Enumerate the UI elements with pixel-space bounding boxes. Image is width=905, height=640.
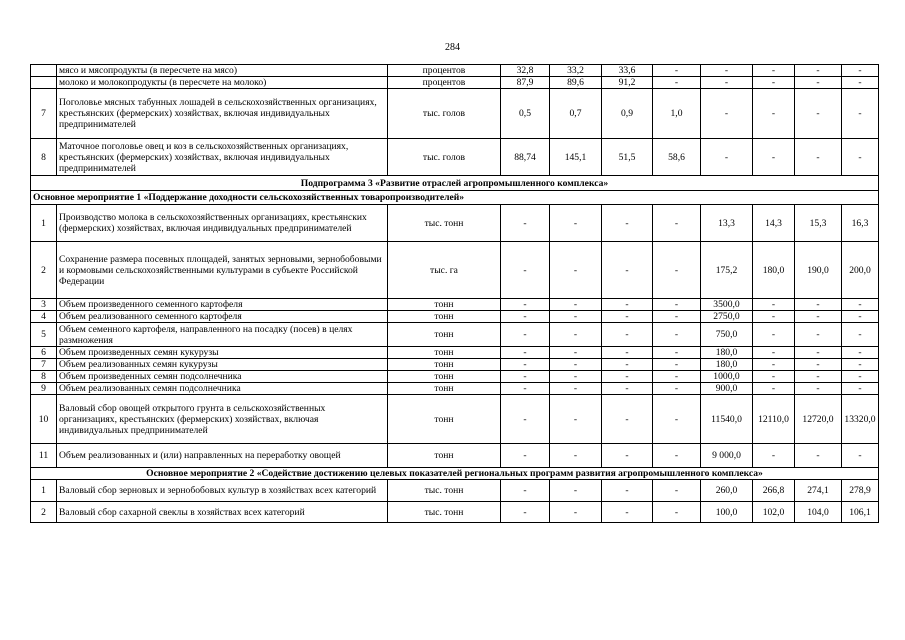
- value-cell: -: [753, 311, 795, 323]
- unit: тыс. га: [388, 242, 501, 299]
- unit: тонн: [388, 347, 501, 359]
- table-row: [31, 311, 879, 323]
- row-number: 2: [31, 242, 57, 299]
- value-cell: 145,1: [550, 139, 602, 176]
- table-row: [31, 205, 879, 242]
- unit: тонн: [388, 371, 501, 383]
- value-cell: -: [501, 323, 550, 347]
- value-cell: -: [550, 480, 602, 502]
- indicator-name: молоко и молокопродукты (в пересчете на молоко): [57, 77, 388, 89]
- value-cell: -: [842, 347, 879, 359]
- value-cell: -: [753, 139, 795, 176]
- value-cell: -: [501, 502, 550, 523]
- value-cell: -: [501, 359, 550, 371]
- value-cell: -: [842, 139, 879, 176]
- value-cell: 180,0: [753, 242, 795, 299]
- value-cell: -: [795, 323, 842, 347]
- value-cell: 15,3: [795, 205, 842, 242]
- value-cell: -: [842, 359, 879, 371]
- value-cell: 180,0: [701, 347, 753, 359]
- unit: тонн: [388, 311, 501, 323]
- value-cell: -: [795, 311, 842, 323]
- value-cell: 175,2: [701, 242, 753, 299]
- value-cell: 102,0: [753, 502, 795, 523]
- value-cell: -: [653, 299, 701, 311]
- value-cell: 11540,0: [701, 395, 753, 444]
- indicator-name: Объем реализованного семенного картофеля: [57, 311, 388, 323]
- value-cell: -: [842, 311, 879, 323]
- value-cell: -: [550, 299, 602, 311]
- value-cell: -: [550, 311, 602, 323]
- table-row: [31, 65, 879, 77]
- value-cell: 14,3: [753, 205, 795, 242]
- value-cell: -: [501, 242, 550, 299]
- value-cell: -: [602, 299, 653, 311]
- value-cell: 190,0: [795, 242, 842, 299]
- unit: тыс. голов: [388, 139, 501, 176]
- value-cell: -: [795, 89, 842, 139]
- unit: тонн: [388, 359, 501, 371]
- value-cell: -: [795, 347, 842, 359]
- indicator-name: Объем реализованных и (или) направленных на переработку овощей: [57, 444, 388, 468]
- value-cell: 13320,0: [842, 395, 879, 444]
- row-number: 9: [31, 383, 57, 395]
- row-number: 2: [31, 502, 57, 523]
- value-cell: 88,74: [501, 139, 550, 176]
- row-number: 3: [31, 299, 57, 311]
- value-cell: 1,0: [653, 89, 701, 139]
- value-cell: -: [602, 311, 653, 323]
- value-cell: -: [753, 371, 795, 383]
- unit: тонн: [388, 323, 501, 347]
- indicator-name: Производство молока в сельскохозяйственных организациях, крестьянских (фермерских) хозяйствах, включая индивидуальных предпринимателей: [57, 205, 388, 242]
- value-cell: 266,8: [753, 480, 795, 502]
- indicator-name: Валовый сбор овощей открытого грунта в сельскохозяйственных организациях, крестьянских (фермерских) хозяйствах, включая индивидуальных предпринимателей: [57, 395, 388, 444]
- value-cell: -: [753, 323, 795, 347]
- value-cell: 58,6: [653, 139, 701, 176]
- value-cell: -: [550, 242, 602, 299]
- value-cell: -: [550, 383, 602, 395]
- value-cell: -: [753, 444, 795, 468]
- indicator-name: Поголовье мясных табунных лошадей в сельскохозяйственных организациях, крестьянских (фермерских) хозяйствах, включая индивидуальных предпринимателей: [57, 89, 388, 139]
- indicator-name: Сохранение размера посевных площадей, занятых зерновыми, зернобобовыми и кормовыми сельскохозяйственными культурами в субъекте Российской Федерации: [57, 242, 388, 299]
- value-cell: -: [653, 371, 701, 383]
- table-row: [31, 502, 879, 523]
- value-cell: 0,5: [501, 89, 550, 139]
- value-cell: -: [550, 444, 602, 468]
- value-cell: -: [842, 444, 879, 468]
- value-cell: -: [501, 311, 550, 323]
- value-cell: -: [501, 444, 550, 468]
- value-cell: 9 000,0: [701, 444, 753, 468]
- table-row: [31, 480, 879, 502]
- indicator-name: Объем произведенных семян подсолнечника: [57, 371, 388, 383]
- row-number: 4: [31, 311, 57, 323]
- value-cell: -: [602, 205, 653, 242]
- section-title: Основное мероприятие 2 «Содействие достижению целевых показателей региональных программ развития агропромышленного комплекса»: [31, 468, 879, 480]
- value-cell: -: [795, 444, 842, 468]
- value-cell: 12720,0: [795, 395, 842, 444]
- page-number: 284: [445, 42, 460, 53]
- row-number: 5: [31, 323, 57, 347]
- value-cell: -: [501, 480, 550, 502]
- unit: тонн: [388, 299, 501, 311]
- value-cell: 89,6: [550, 77, 602, 89]
- row-number: 10: [31, 395, 57, 444]
- row-number: 8: [31, 139, 57, 176]
- row-number: 8: [31, 371, 57, 383]
- value-cell: 91,2: [602, 77, 653, 89]
- value-cell: 200,0: [842, 242, 879, 299]
- value-cell: -: [653, 502, 701, 523]
- row-number: [31, 65, 57, 77]
- value-cell: -: [602, 323, 653, 347]
- value-cell: 0,7: [550, 89, 602, 139]
- value-cell: -: [653, 65, 701, 77]
- indicator-name: Объем реализованных семян подсолнечника: [57, 383, 388, 395]
- value-cell: 180,0: [701, 359, 753, 371]
- value-cell: -: [653, 359, 701, 371]
- value-cell: -: [653, 480, 701, 502]
- value-cell: -: [602, 395, 653, 444]
- section-title: Основное мероприятие 1 «Поддержание доходности сельскохозяйственных товаропроизводителей»: [31, 191, 879, 205]
- unit: тыс. голов: [388, 89, 501, 139]
- indicator-name: Объем реализованных семян кукурузы: [57, 359, 388, 371]
- table-row: [31, 299, 879, 311]
- value-cell: -: [842, 77, 879, 89]
- value-cell: -: [550, 347, 602, 359]
- indicator-name: Объем произведенного семенного картофеля: [57, 299, 388, 311]
- table-row: [31, 347, 879, 359]
- value-cell: -: [602, 242, 653, 299]
- value-cell: 104,0: [795, 502, 842, 523]
- section-row: [31, 191, 879, 205]
- value-cell: 13,3: [701, 205, 753, 242]
- value-cell: -: [842, 383, 879, 395]
- value-cell: -: [653, 383, 701, 395]
- section-title: Подпрограмма 3 «Развитие отраслей агропромышленного комплекса»: [31, 176, 879, 191]
- indicator-name: мясо и мясопродукты (в пересчете на мясо): [57, 65, 388, 77]
- value-cell: -: [550, 502, 602, 523]
- section-row: [31, 468, 879, 480]
- table-row: [31, 383, 879, 395]
- value-cell: -: [653, 395, 701, 444]
- value-cell: -: [550, 205, 602, 242]
- value-cell: -: [701, 77, 753, 89]
- value-cell: -: [653, 77, 701, 89]
- value-cell: -: [701, 89, 753, 139]
- table-row: [31, 323, 879, 347]
- section-row: [31, 176, 879, 191]
- value-cell: -: [550, 395, 602, 444]
- value-cell: 12110,0: [753, 395, 795, 444]
- row-number: 1: [31, 205, 57, 242]
- unit: процентов: [388, 77, 501, 89]
- value-cell: -: [753, 359, 795, 371]
- value-cell: -: [602, 371, 653, 383]
- value-cell: -: [795, 139, 842, 176]
- value-cell: -: [795, 65, 842, 77]
- row-number: 1: [31, 480, 57, 502]
- value-cell: 16,3: [842, 205, 879, 242]
- value-cell: 106,1: [842, 502, 879, 523]
- value-cell: -: [653, 444, 701, 468]
- value-cell: -: [842, 89, 879, 139]
- value-cell: -: [653, 311, 701, 323]
- value-cell: -: [501, 395, 550, 444]
- value-cell: -: [753, 77, 795, 89]
- value-cell: -: [602, 502, 653, 523]
- value-cell: -: [842, 65, 879, 77]
- value-cell: 0,9: [602, 89, 653, 139]
- table-row: [31, 77, 879, 89]
- value-cell: 32,8: [501, 65, 550, 77]
- value-cell: -: [653, 242, 701, 299]
- indicator-name: Валовый сбор зерновых и зернобобовых культур в хозяйствах всех категорий: [57, 480, 388, 502]
- value-cell: -: [501, 383, 550, 395]
- table-row: [31, 395, 879, 444]
- row-number: 7: [31, 89, 57, 139]
- value-cell: -: [550, 359, 602, 371]
- value-cell: -: [602, 347, 653, 359]
- value-cell: -: [753, 299, 795, 311]
- unit: тыс. тонн: [388, 205, 501, 242]
- value-cell: -: [795, 371, 842, 383]
- unit: тонн: [388, 383, 501, 395]
- value-cell: 750,0: [701, 323, 753, 347]
- value-cell: 260,0: [701, 480, 753, 502]
- row-number: 7: [31, 359, 57, 371]
- value-cell: -: [795, 359, 842, 371]
- value-cell: 3500,0: [701, 299, 753, 311]
- value-cell: -: [501, 371, 550, 383]
- value-cell: -: [653, 347, 701, 359]
- value-cell: -: [753, 65, 795, 77]
- value-cell: -: [602, 359, 653, 371]
- value-cell: -: [602, 444, 653, 468]
- value-cell: -: [701, 65, 753, 77]
- value-cell: -: [701, 139, 753, 176]
- unit: тонн: [388, 395, 501, 444]
- row-number: [31, 77, 57, 89]
- value-cell: 100,0: [701, 502, 753, 523]
- indicator-name: Маточное поголовье овец и коз в сельскохозяйственных организациях, крестьянских (фермерских) хозяйствах, включая индивидуальных предпринимателей: [57, 139, 388, 176]
- value-cell: 278,9: [842, 480, 879, 502]
- value-cell: -: [501, 299, 550, 311]
- indicator-name: Объем произведенных семян кукурузы: [57, 347, 388, 359]
- value-cell: -: [842, 371, 879, 383]
- value-cell: 1000,0: [701, 371, 753, 383]
- value-cell: -: [602, 383, 653, 395]
- value-cell: -: [653, 205, 701, 242]
- value-cell: 87,9: [501, 77, 550, 89]
- indicator-name: Объем семенного картофеля, направленного на посадку (посев) в целях размножения: [57, 323, 388, 347]
- table-row: [31, 139, 879, 176]
- indicators-table: [30, 64, 879, 523]
- value-cell: 900,0: [701, 383, 753, 395]
- value-cell: -: [501, 347, 550, 359]
- table-row: [31, 359, 879, 371]
- value-cell: -: [842, 323, 879, 347]
- value-cell: 2750,0: [701, 311, 753, 323]
- unit: тонн: [388, 444, 501, 468]
- table-row: [31, 89, 879, 139]
- value-cell: -: [795, 77, 842, 89]
- table-row: [31, 242, 879, 299]
- value-cell: -: [795, 383, 842, 395]
- value-cell: -: [550, 323, 602, 347]
- table-row: [31, 444, 879, 468]
- value-cell: -: [753, 347, 795, 359]
- value-cell: 274,1: [795, 480, 842, 502]
- value-cell: -: [753, 383, 795, 395]
- table-row: [31, 371, 879, 383]
- row-number: 6: [31, 347, 57, 359]
- value-cell: -: [602, 480, 653, 502]
- value-cell: 51,5: [602, 139, 653, 176]
- value-cell: -: [795, 299, 842, 311]
- value-cell: -: [842, 299, 879, 311]
- value-cell: -: [753, 89, 795, 139]
- indicator-name: Валовый сбор сахарной свеклы в хозяйствах всех категорий: [57, 502, 388, 523]
- value-cell: -: [653, 323, 701, 347]
- value-cell: -: [501, 205, 550, 242]
- value-cell: 33,2: [550, 65, 602, 77]
- row-number: 11: [31, 444, 57, 468]
- value-cell: -: [550, 371, 602, 383]
- unit: тыс. тонн: [388, 502, 501, 523]
- value-cell: 33,6: [602, 65, 653, 77]
- unit: тыс. тонн: [388, 480, 501, 502]
- unit: процентов: [388, 65, 501, 77]
